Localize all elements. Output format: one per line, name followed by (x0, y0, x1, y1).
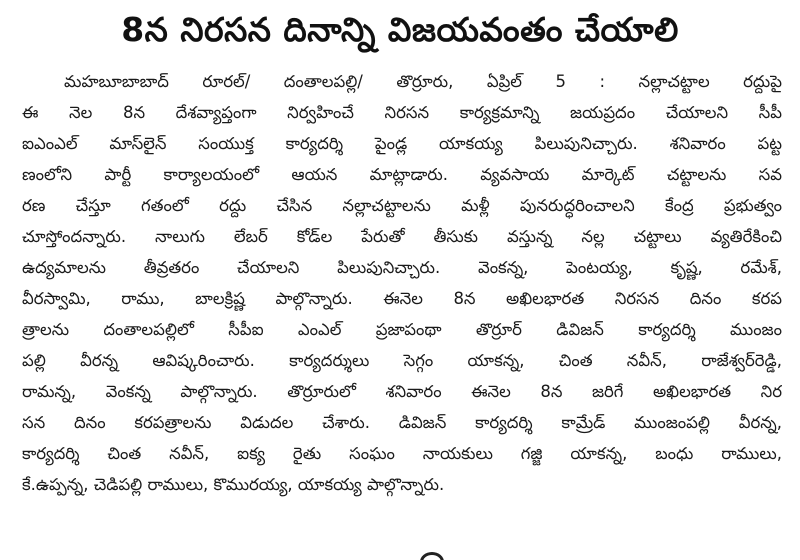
article-line: పల్లి వీరన్న ఆవిష్కరించారు. కార్యదర్శులు సెగ్గం యాకన్న, చింత నవీన్, రాజేశ్వర్‌రెడ్డి, (22, 351, 782, 370)
article-line: మహబూబాబాద్ రూరల్/ దంతాలపల్లి/ తొర్రూరు, ఏప్రిల్ 5 : నల్లాచట్టాల రద్దుపై (64, 72, 782, 91)
article-headline: 8న నిరసన దినాన్ని విజయవంతం చేయాలి (121, 10, 679, 49)
article-line: రణ చేస్తూ గతంలో రద్దు చేసిన నల్లాచట్టాలను మళ్లీ పునరుద్ధరించాలని కేంద్ర ప్రభుత్వం (22, 196, 782, 215)
article-line: కార్యదర్శి చింత నవీన్, ఐక్య రైతు సంఘం నాయకులు గజ్జి యాకన్న, బంధు రాములు, (22, 444, 782, 463)
cutoff-glyph-decoration (418, 552, 444, 560)
article-line: చూస్తోందన్నారు. నాలుగు లేబర్ కోడ్‌ల పేరుతో తీసుకు వస్తున్న నల్ల చట్టాలు వ్యతిరేకించి (22, 227, 782, 246)
article-line: ణంలోని పార్టీ కార్యాలయంలో ఆయన మాట్లాడారు. వ్యవసాయ మార్కెట్ చట్టాలను సవ (22, 165, 782, 184)
article-line: ఉద్యమాలను తీవ్రతరం చేయాలని పిలుపునిచ్చారు. వెంకన్న, పెంటయ్య, కృష్ణ, రమేశ్, (22, 258, 782, 277)
article-line: వీరస్వామి, రాము, బాలక్రిష్ణ పాల్గొన్నారు. ఈనెల 8న అఖిలభారత నిరసన దినం కరప (22, 289, 782, 308)
article-line: రామన్న, వెంకన్న పాల్గొన్నారు. తొర్రూరులో శనివారం ఈనెల 8న జరిగే అఖిలభారత నిర (22, 382, 782, 401)
article-body (22, 66, 782, 500)
article-line: త్రాలను దంతాలపల్లిలో సీపీఐ ఎంఎల్ ప్రజాపంథా తొర్రూర్ డివిజన్ కార్యదర్శి ముంజం (22, 320, 782, 339)
article-line: ఐఎంఎల్ మాస్‌లైన్ సంయుక్త కార్యదర్శి పైండ్ల యాకయ్య పిలుపునిచ్చారు. శనివారం పట్ట (22, 134, 782, 153)
article-line: కే.ఉప్పన్న, చెడిపల్లి రాములు, కొమురయ్య, యాకయ్య పాల్గొన్నారు. (22, 475, 445, 494)
article-line: ఈ నెల 8న దేశవ్యాప్తంగా నిర్వహించే నిరసన కార్యక్రమాన్ని జయప్రదం చేయాలని సీపీ (22, 103, 782, 122)
article-line: సన దినం కరపత్రాలను విడుదల చేశారు. డివిజన్ కార్యదర్శి కామ్రేడ్ ముంజంపల్లి వీరన్న, (22, 413, 782, 432)
